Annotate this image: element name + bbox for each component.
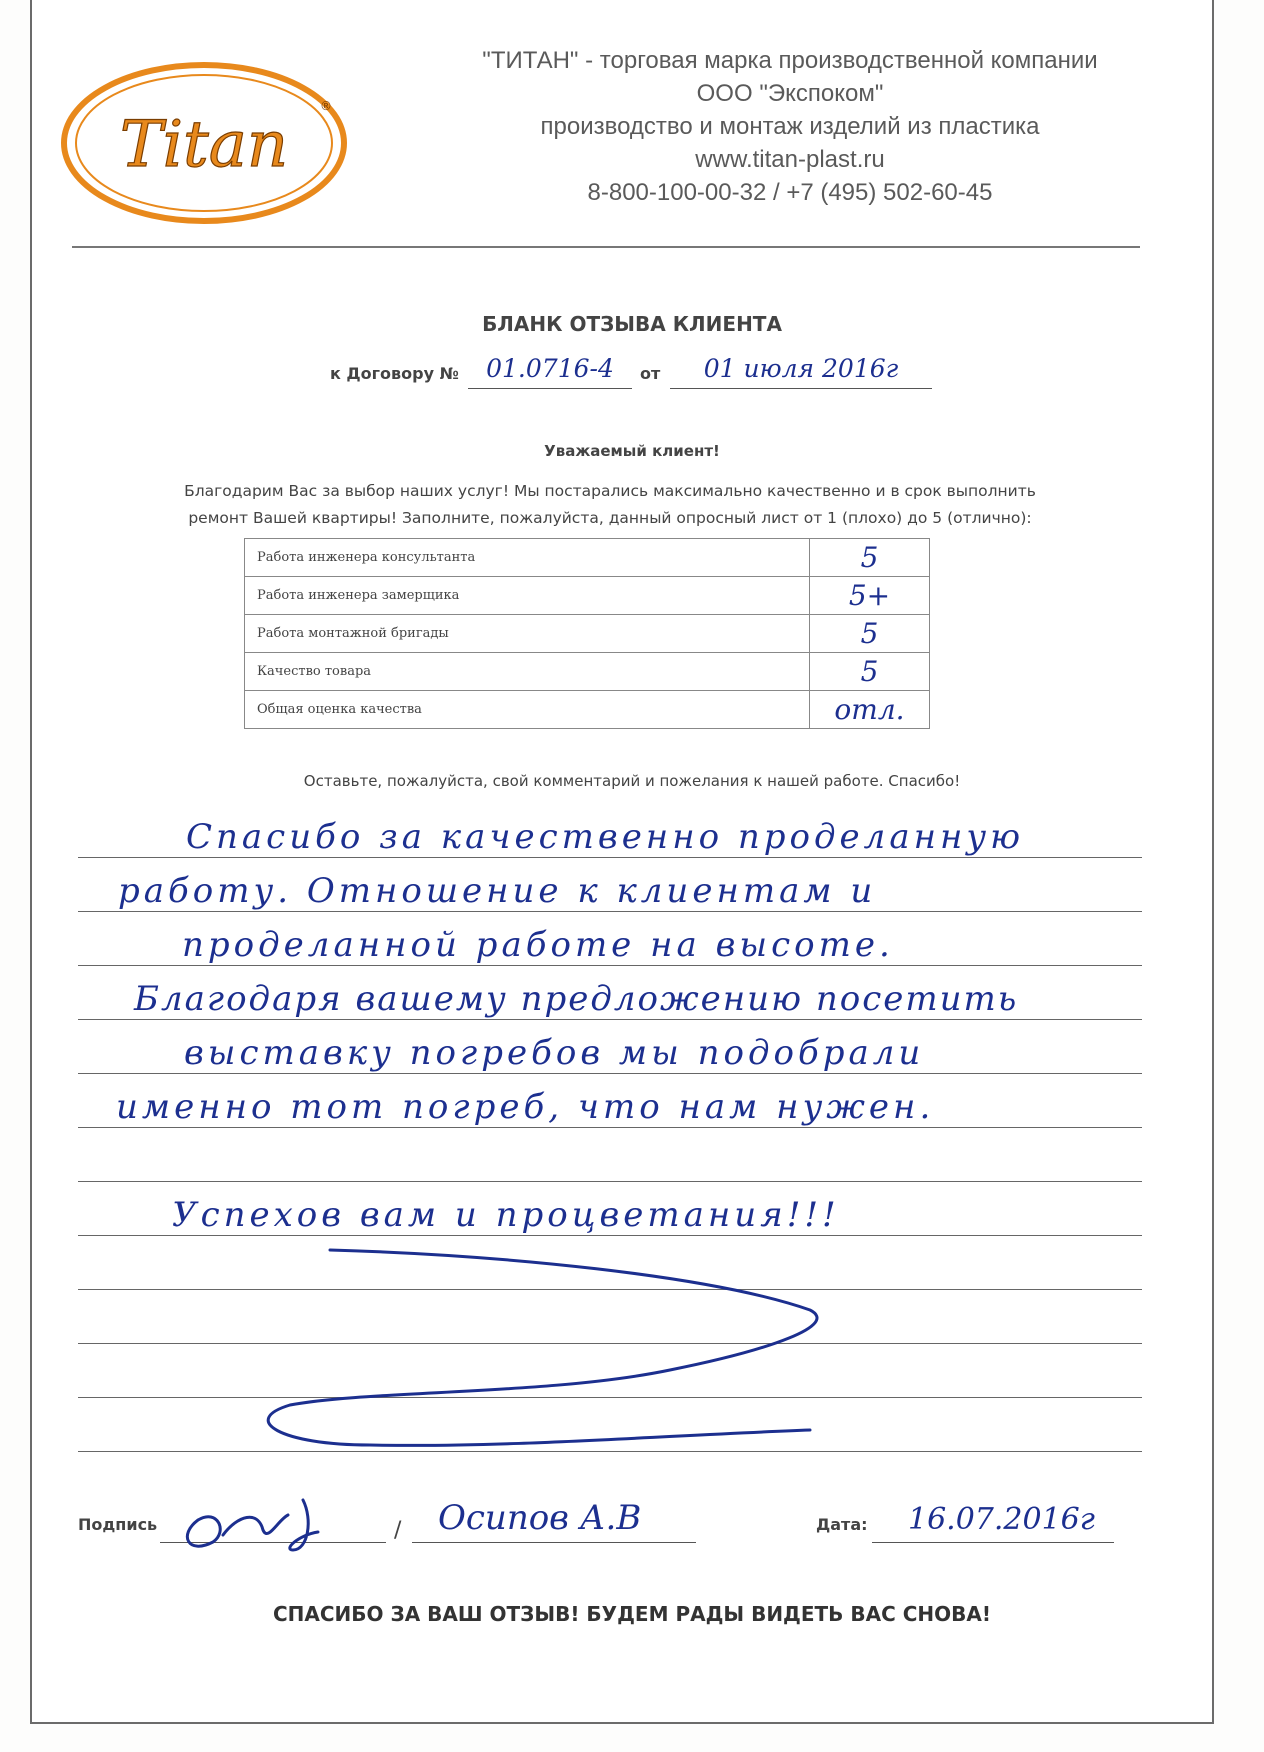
company-phone: 8-800-100-00-32 / +7 (495) 502-60-45 xyxy=(587,179,993,206)
company-website: www.titan-plast.ru xyxy=(695,146,885,173)
comment-rule xyxy=(78,911,1142,912)
criterion-label: Работа инженера консультанта xyxy=(245,539,810,577)
signature-mark xyxy=(168,1480,368,1560)
comment-handwriting[interactable]: Благодаря вашему предложению посетить xyxy=(134,979,1019,1019)
company-line: "ТИТАН" - торговая марка производственной компании xyxy=(482,47,1098,74)
date-line xyxy=(872,1542,1114,1543)
rating-row xyxy=(245,615,930,653)
criterion-label: Качество товара xyxy=(245,653,810,691)
criterion-label: Работа монтажной бригады xyxy=(245,615,810,653)
closing-scribble xyxy=(250,1230,850,1480)
comment-rule xyxy=(78,857,1142,858)
comment-handwriting[interactable]: Спасибо за качественно проделанную xyxy=(186,817,1025,857)
signature-label: Подпись xyxy=(78,1515,158,1534)
comment-handwriting[interactable]: Успехов вам и процветания!!! xyxy=(172,1195,840,1235)
criterion-label: Работа инженера замерщика xyxy=(245,577,810,615)
comment-prompt: Оставьте, пожалуйста, свой комментарий и пожелания к нашей работе. Спасибо! xyxy=(303,772,961,790)
comment-rule xyxy=(78,1073,1142,1074)
form-title: БЛАНК ОТЗЫВА КЛИЕНТА xyxy=(482,312,782,336)
rating-row xyxy=(245,539,930,577)
signer-name[interactable]: Осипов А.В xyxy=(438,1498,642,1538)
score-cell[interactable]: 5+ xyxy=(810,577,930,615)
comment-rule xyxy=(78,1181,1142,1182)
criterion-label: Общая оценка качества xyxy=(245,691,810,729)
signature-separator: / xyxy=(394,1518,402,1543)
contract-number-field[interactable]: 01.0716-4 xyxy=(468,352,632,389)
rating-table xyxy=(244,538,930,729)
titan-logo xyxy=(58,58,350,228)
comment-rule xyxy=(78,965,1142,966)
comment-handwriting[interactable]: проделанной работе на высоте. xyxy=(182,925,894,965)
score-cell[interactable]: отл. xyxy=(810,691,930,729)
logo-wordmark: Titan xyxy=(119,108,289,182)
date-label: Дата: xyxy=(816,1515,868,1534)
score-cell[interactable]: 5 xyxy=(810,653,930,691)
comment-handwriting[interactable]: выставку погребов мы подобрали xyxy=(184,1033,925,1073)
rating-row xyxy=(245,691,930,729)
score-cell[interactable]: 5 xyxy=(810,615,930,653)
greeting: Уважаемый клиент! xyxy=(544,442,720,460)
contract-label: к Договору № xyxy=(330,364,459,383)
comment-rule xyxy=(78,1019,1142,1020)
header-divider xyxy=(72,246,1140,248)
company-line: производство и монтаж изделий из пластика xyxy=(540,113,1040,140)
svg-text:®: ® xyxy=(320,99,332,113)
date-label: от xyxy=(640,364,661,383)
footer-thanks: СПАСИБО ЗА ВАШ ОТЗЫВ! БУДЕМ РАДЫ ВИДЕТЬ ВАС СНОВА! xyxy=(272,1602,992,1626)
intro-line: ремонт Вашей квартиры! Заполните, пожалуйста, данный опросный лист от 1 (плохо) до 5 (отлично): xyxy=(188,509,1032,527)
rating-row xyxy=(245,653,930,691)
score-cell[interactable]: 5 xyxy=(810,539,930,577)
company-header xyxy=(400,44,1180,209)
comment-handwriting[interactable]: работу. Отношение к клиентам и xyxy=(118,871,877,911)
company-line: ООО "Экспоком" xyxy=(696,80,884,107)
name-line xyxy=(412,1542,696,1543)
signature-date[interactable]: 16.07.2016г xyxy=(908,1502,1095,1537)
contract-date-field[interactable]: 01 июля 2016г xyxy=(670,352,932,389)
comment-rule xyxy=(78,1127,1142,1128)
rating-row xyxy=(245,577,930,615)
comment-handwriting[interactable]: именно тот погреб, что нам нужен. xyxy=(116,1087,935,1127)
intro-text xyxy=(72,478,1148,532)
intro-line: Благодарим Вас за выбор наших услуг! Мы постарались максимально качественно и в срок выполнить xyxy=(184,482,1036,500)
